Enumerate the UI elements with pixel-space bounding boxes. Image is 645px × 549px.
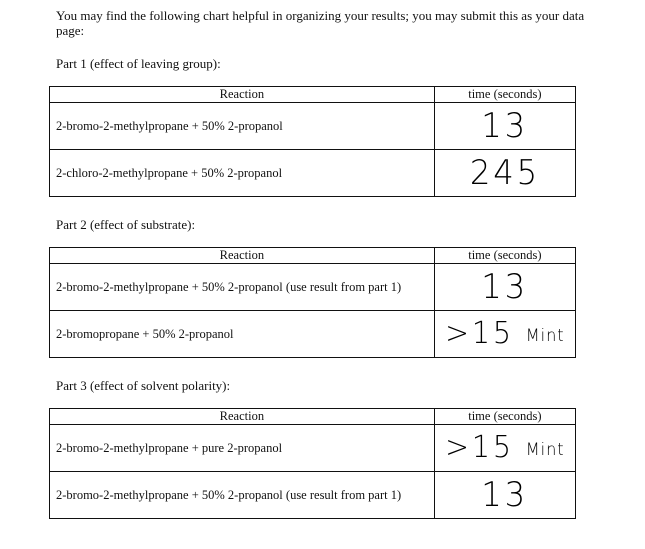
- handwritten-time: 13: [481, 475, 529, 515]
- time-cell: [434, 150, 575, 197]
- reaction-cell: 2-chloro-2-methylpropane + 50% 2-propanol: [50, 150, 435, 197]
- time-header: time (seconds): [434, 409, 575, 425]
- part-1-table: [49, 86, 576, 197]
- time-cell: [434, 103, 575, 150]
- reaction-header: Reaction: [50, 87, 435, 103]
- part-3-table: [49, 408, 576, 519]
- part-2-table: [49, 247, 576, 358]
- time-cell: [434, 425, 575, 472]
- table-header-row: [50, 87, 576, 103]
- reaction-cell: 2-bromo-2-methylpropane + 50% 2-propanol (use result from part 1): [50, 264, 435, 311]
- table-row: [50, 311, 576, 358]
- reaction-cell: 2-bromopropane + 50% 2-propanol: [50, 311, 435, 358]
- reaction-cell: 2-bromo-2-methylpropane + 50% 2-propanol (use result from part 1): [50, 472, 435, 519]
- time-header: time (seconds): [434, 248, 575, 264]
- handwritten-time: 13: [481, 267, 529, 307]
- table-row: [50, 264, 576, 311]
- time-cell: [434, 472, 575, 519]
- table-row: [50, 150, 576, 197]
- handwritten-time: 245: [469, 153, 540, 193]
- handwritten-time: >15 Mint: [445, 316, 565, 351]
- table-header-row: [50, 248, 576, 264]
- part-3-label: Part 3 (effect of solvent polarity):: [56, 378, 231, 393]
- time-cell: [434, 311, 575, 358]
- handwritten-time: >15 Mint: [445, 430, 565, 465]
- part-1-label: Part 1 (effect of leaving group):: [56, 56, 221, 71]
- table-row: [50, 425, 576, 472]
- reaction-cell: 2-bromo-2-methylpropane + 50% 2-propanol: [50, 103, 435, 150]
- time-cell: [434, 264, 575, 311]
- table-row: [50, 103, 576, 150]
- intro-text: You may find the following chart helpful in organizing your results; you may submit this as your data page:: [56, 8, 585, 38]
- part-2-label: Part 2 (effect of substrate):: [56, 217, 196, 232]
- table-row: [50, 472, 576, 519]
- reaction-header: Reaction: [50, 248, 435, 264]
- reaction-cell: 2-bromo-2-methylpropane + pure 2-propanol: [50, 425, 435, 472]
- time-header: time (seconds): [434, 87, 575, 103]
- reaction-header: Reaction: [50, 409, 435, 425]
- table-header-row: [50, 409, 576, 425]
- handwritten-time: 13: [481, 106, 529, 146]
